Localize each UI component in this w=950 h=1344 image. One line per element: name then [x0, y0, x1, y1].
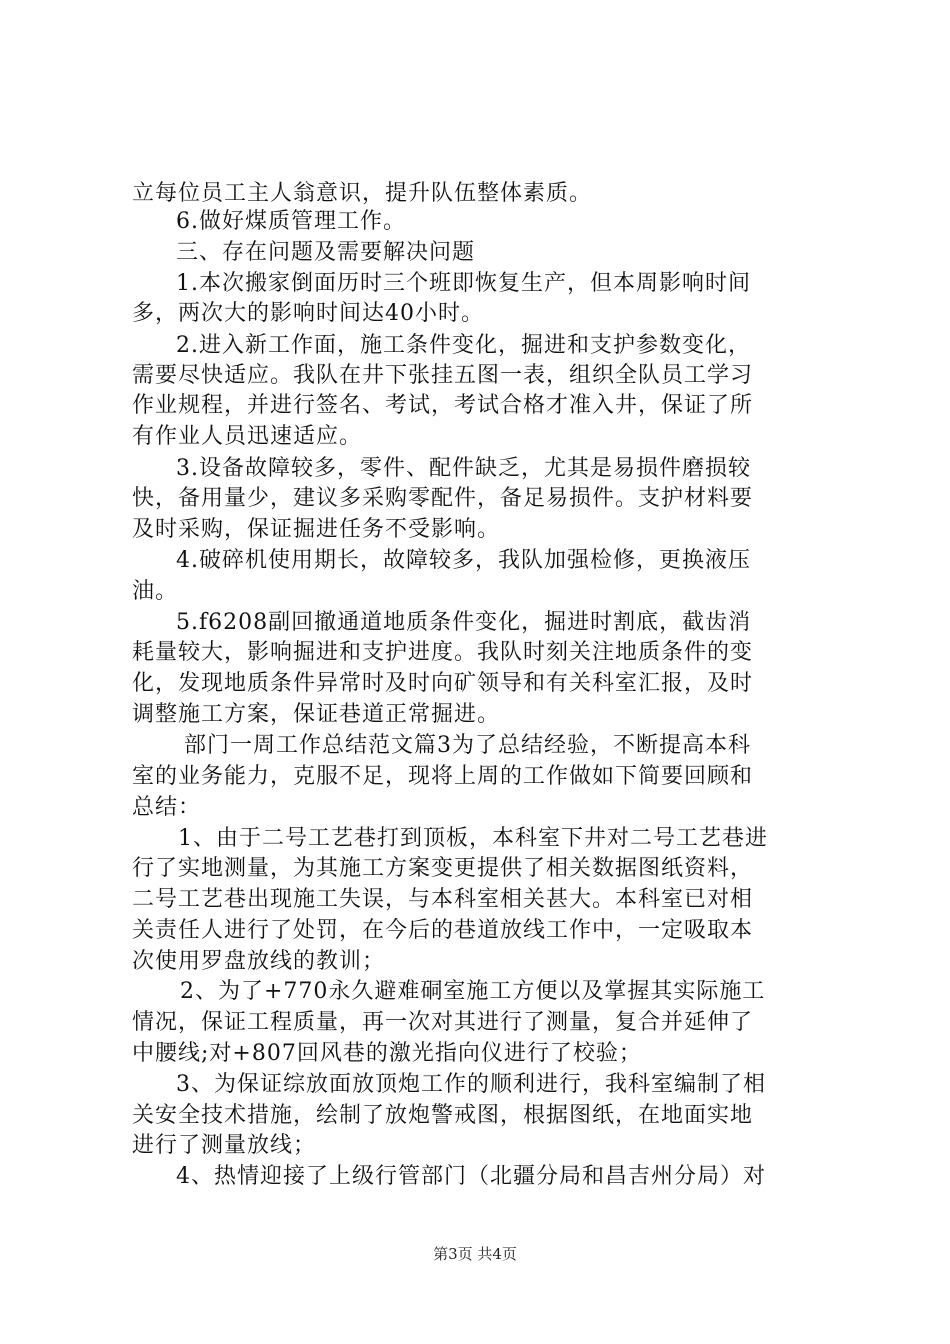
text-line: 及时采购，保证掘进任务不受影响。 — [132, 517, 501, 542]
text-line: 室的业务能力，克服不足，现将上周的工作做如下简要回顾和 — [132, 764, 754, 789]
text-line: 1、由于二号工艺巷打到顶板，本科室下井对二号工艺巷进 — [178, 826, 768, 851]
text-line: 调整施工方案，保证巷道正常掘进。 — [132, 702, 501, 727]
text-line: 2.进入新工作面，施工条件变化，掘进和支护参数变化， — [176, 333, 751, 358]
text-line: 情况，保证工程质量，再一次对其进行了测量，复合并延伸了 — [132, 1010, 754, 1035]
text-line: 3、为保证综放面放顶炮工作的顺利进行，我科室编制了相 — [176, 1072, 766, 1097]
text-line: 中腰线;对+807回风巷的激光指向仪进行了校验； — [132, 1041, 642, 1066]
text-line: 1.本次搬家倒面历时三个班即恢复生产，但本周影响时间 — [176, 271, 751, 296]
text-line: 4、热情迎接了上级行管部门（北疆分局和昌吉州分局）对 — [176, 1164, 766, 1189]
text-line: 耗量较大，影响掘进和支护进度。我队时刻关注地质条件的变 — [132, 640, 754, 665]
text-line: 二号工艺巷出现施工失误，与本科室相关甚大。本科室已对相 — [132, 887, 754, 912]
text-line: 油。 — [132, 579, 179, 604]
text-line: 4.破碎机使用期长，故障较多，我队加强检修，更换液压 — [176, 548, 751, 573]
text-line: 5.f6208副回撤通道地质条件变化，掘进时割底，截齿消 — [176, 610, 752, 635]
text-line: 有作业人员迅速适应。 — [132, 424, 363, 449]
text-line: 6.做好煤质管理工作。 — [176, 209, 406, 234]
text-line: 2、为了+770永久避难硐室施工方便以及掌握其实际施工 — [180, 979, 766, 1004]
text-line: 部门一周工作总结范文篇3为了总结经验，不断提高本科 — [184, 733, 751, 758]
text-line: 次使用罗盘放线的教训； — [132, 949, 386, 974]
text-line: 化，发现地质条件异常时及时向矿领导和有关科室汇报，及时 — [132, 671, 754, 696]
text-line: 关安全技术措施，绘制了放炮警戒图，根据图纸，在地面实地 — [132, 1103, 754, 1128]
text-line: 作业规程，并进行签名、考试，考试合格才准入井，保证了所 — [132, 393, 754, 418]
text-line: 行了实地测量，为其施工方案变更提供了相关数据图纸资料， — [132, 856, 754, 881]
text-line: 立每位员工主人翁意识，提升队伍整体素质。 — [132, 181, 593, 206]
text-line: 3.设备故障较多，零件、配件缺乏，尤其是易损件磨损较 — [176, 456, 751, 481]
text-line: 需要尽快适应。我队在井下张挂五图一表，组织全队员工学习 — [132, 363, 754, 388]
section-heading: 三、存在问题及需要解决问题 — [176, 240, 476, 265]
page-number: 第3页 共4页 — [433, 1245, 517, 1263]
text-line: 关责任人进行了处罚，在今后的巷道放线工作中，一定吸取本 — [132, 918, 754, 943]
text-line: 总结： — [132, 795, 202, 820]
text-line: 快，备用量少，建议多采购零配件，备足易损件。支护材料要 — [132, 486, 754, 511]
text-line: 多，两次大的影响时间达40小时。 — [132, 301, 484, 326]
text-line: 进行了测量放线； — [132, 1133, 317, 1158]
